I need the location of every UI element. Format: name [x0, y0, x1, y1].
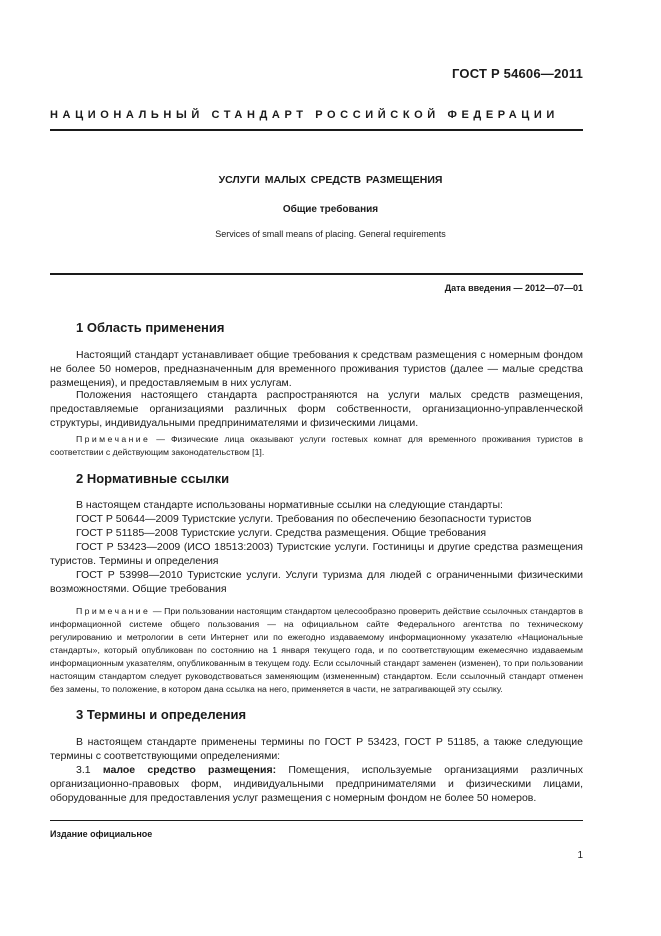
section-1-heading: 1 Область применения	[76, 320, 225, 335]
title-rule	[50, 273, 583, 275]
section-2-heading: 2 Нормативные ссылки	[76, 471, 230, 486]
section-2-intro: В настоящем стандарте использованы нормативные ссылки на следующие стандарты:	[76, 499, 503, 511]
header-rule	[50, 129, 583, 131]
normative-reference: ГОСТ Р 53423—2009 (ИСО 18513:2003) Туристские услуги. Гостиницы и другие средства размещения туристов. Термины и определения	[50, 541, 583, 567]
section-2-note: Примечание — При пользовании настоящим стандартом целесообразно проверить действие ссылочных стандартов в информационной системе общего пользования — на официальном сайте Федерального агентства по техническому регулированию и метрологии в сети Интернет или по ежегодно издаваемому информационному указателю «Национальные стандарты», который опубликован по состоянию на 1 января текущего года, и по соответствующим ежемесячно издаваемым информационным указателям, опубликованным в текущем году. Если ссылочный стандарт заменен (изменен), то при пользовании настоящим стандартом следует руководствоваться заменяющим (измененным) стандартом. Если ссылочный стандарт отменен без замены, то положение, в котором дана ссылка на него, применяется в части, не затрагивающей эту ссылку.	[50, 606, 583, 694]
national-standard-banner: НАЦИОНАЛЬНЫЙ СТАНДАРТ РОССИЙСКОЙ ФЕДЕРАЦИИ	[50, 109, 559, 121]
introduction-date: Дата введения — 2012—07—01	[444, 283, 583, 293]
footer-rule	[50, 820, 583, 821]
english-title: Services of small means of placing. General requirements	[215, 229, 446, 239]
normative-reference: ГОСТ Р 50644—2009 Туристские услуги. Требования по обеспечению безопасности туристов	[76, 513, 532, 525]
document-subtitle: Общие требования	[282, 204, 379, 215]
section-3-heading: 3 Термины и определения	[76, 707, 247, 722]
document-number: ГОСТ Р 54606—2011	[452, 66, 583, 81]
section-3-intro: В настоящем стандарте применены термины по ГОСТ Р 53423, ГОСТ Р 51185, а также следующие термины с соответствующими определениями:	[50, 736, 583, 762]
section-1-paragraph-2: Положения настоящего стандарта распространяются на услуги малых средств размещения, предоставляемые организациями различных форм собственности, организационно-управленческой структуры, индивидуальными предпринимателями и физическими лицами.	[50, 389, 583, 429]
normative-reference: ГОСТ Р 51185—2008 Туристские услуги. Средства размещения. Общие требования	[76, 527, 487, 539]
page-number: 1	[577, 850, 583, 861]
section-1-paragraph-1: Настоящий стандарт устанавливает общие требования к средствам размещения с номерным фондом не более 50 номеров, предназначенным для временного проживания туристов (далее — малые средства размещения), и предоставляемым в них услугам.	[50, 349, 583, 389]
term-definition: 3.1 малое средство размещения: Помещения, используемые организациями различных организационно-правовых форм, индивидуальными предпринимателями и физическими лицами, оборудованные для предоставления услуг размещения с номерным фондом не более 50 номеров.	[50, 764, 583, 804]
normative-reference: ГОСТ Р 53998—2010 Туристские услуги. Услуги туризма для людей с ограниченными физическими возможностями. Общие требования	[50, 569, 583, 595]
section-1-note: Примечание — Физические лица оказывают услуги гостевых комнат для временного проживания туристов в соответствии с действующим законодательством [1].	[50, 434, 583, 457]
official-edition-label: Издание официальное	[50, 829, 153, 839]
document-title: УСЛУГИ МАЛЫХ СРЕДСТВ РАЗМЕЩЕНИЯ	[218, 174, 443, 186]
term-name: малое средство размещения:	[102, 764, 277, 776]
